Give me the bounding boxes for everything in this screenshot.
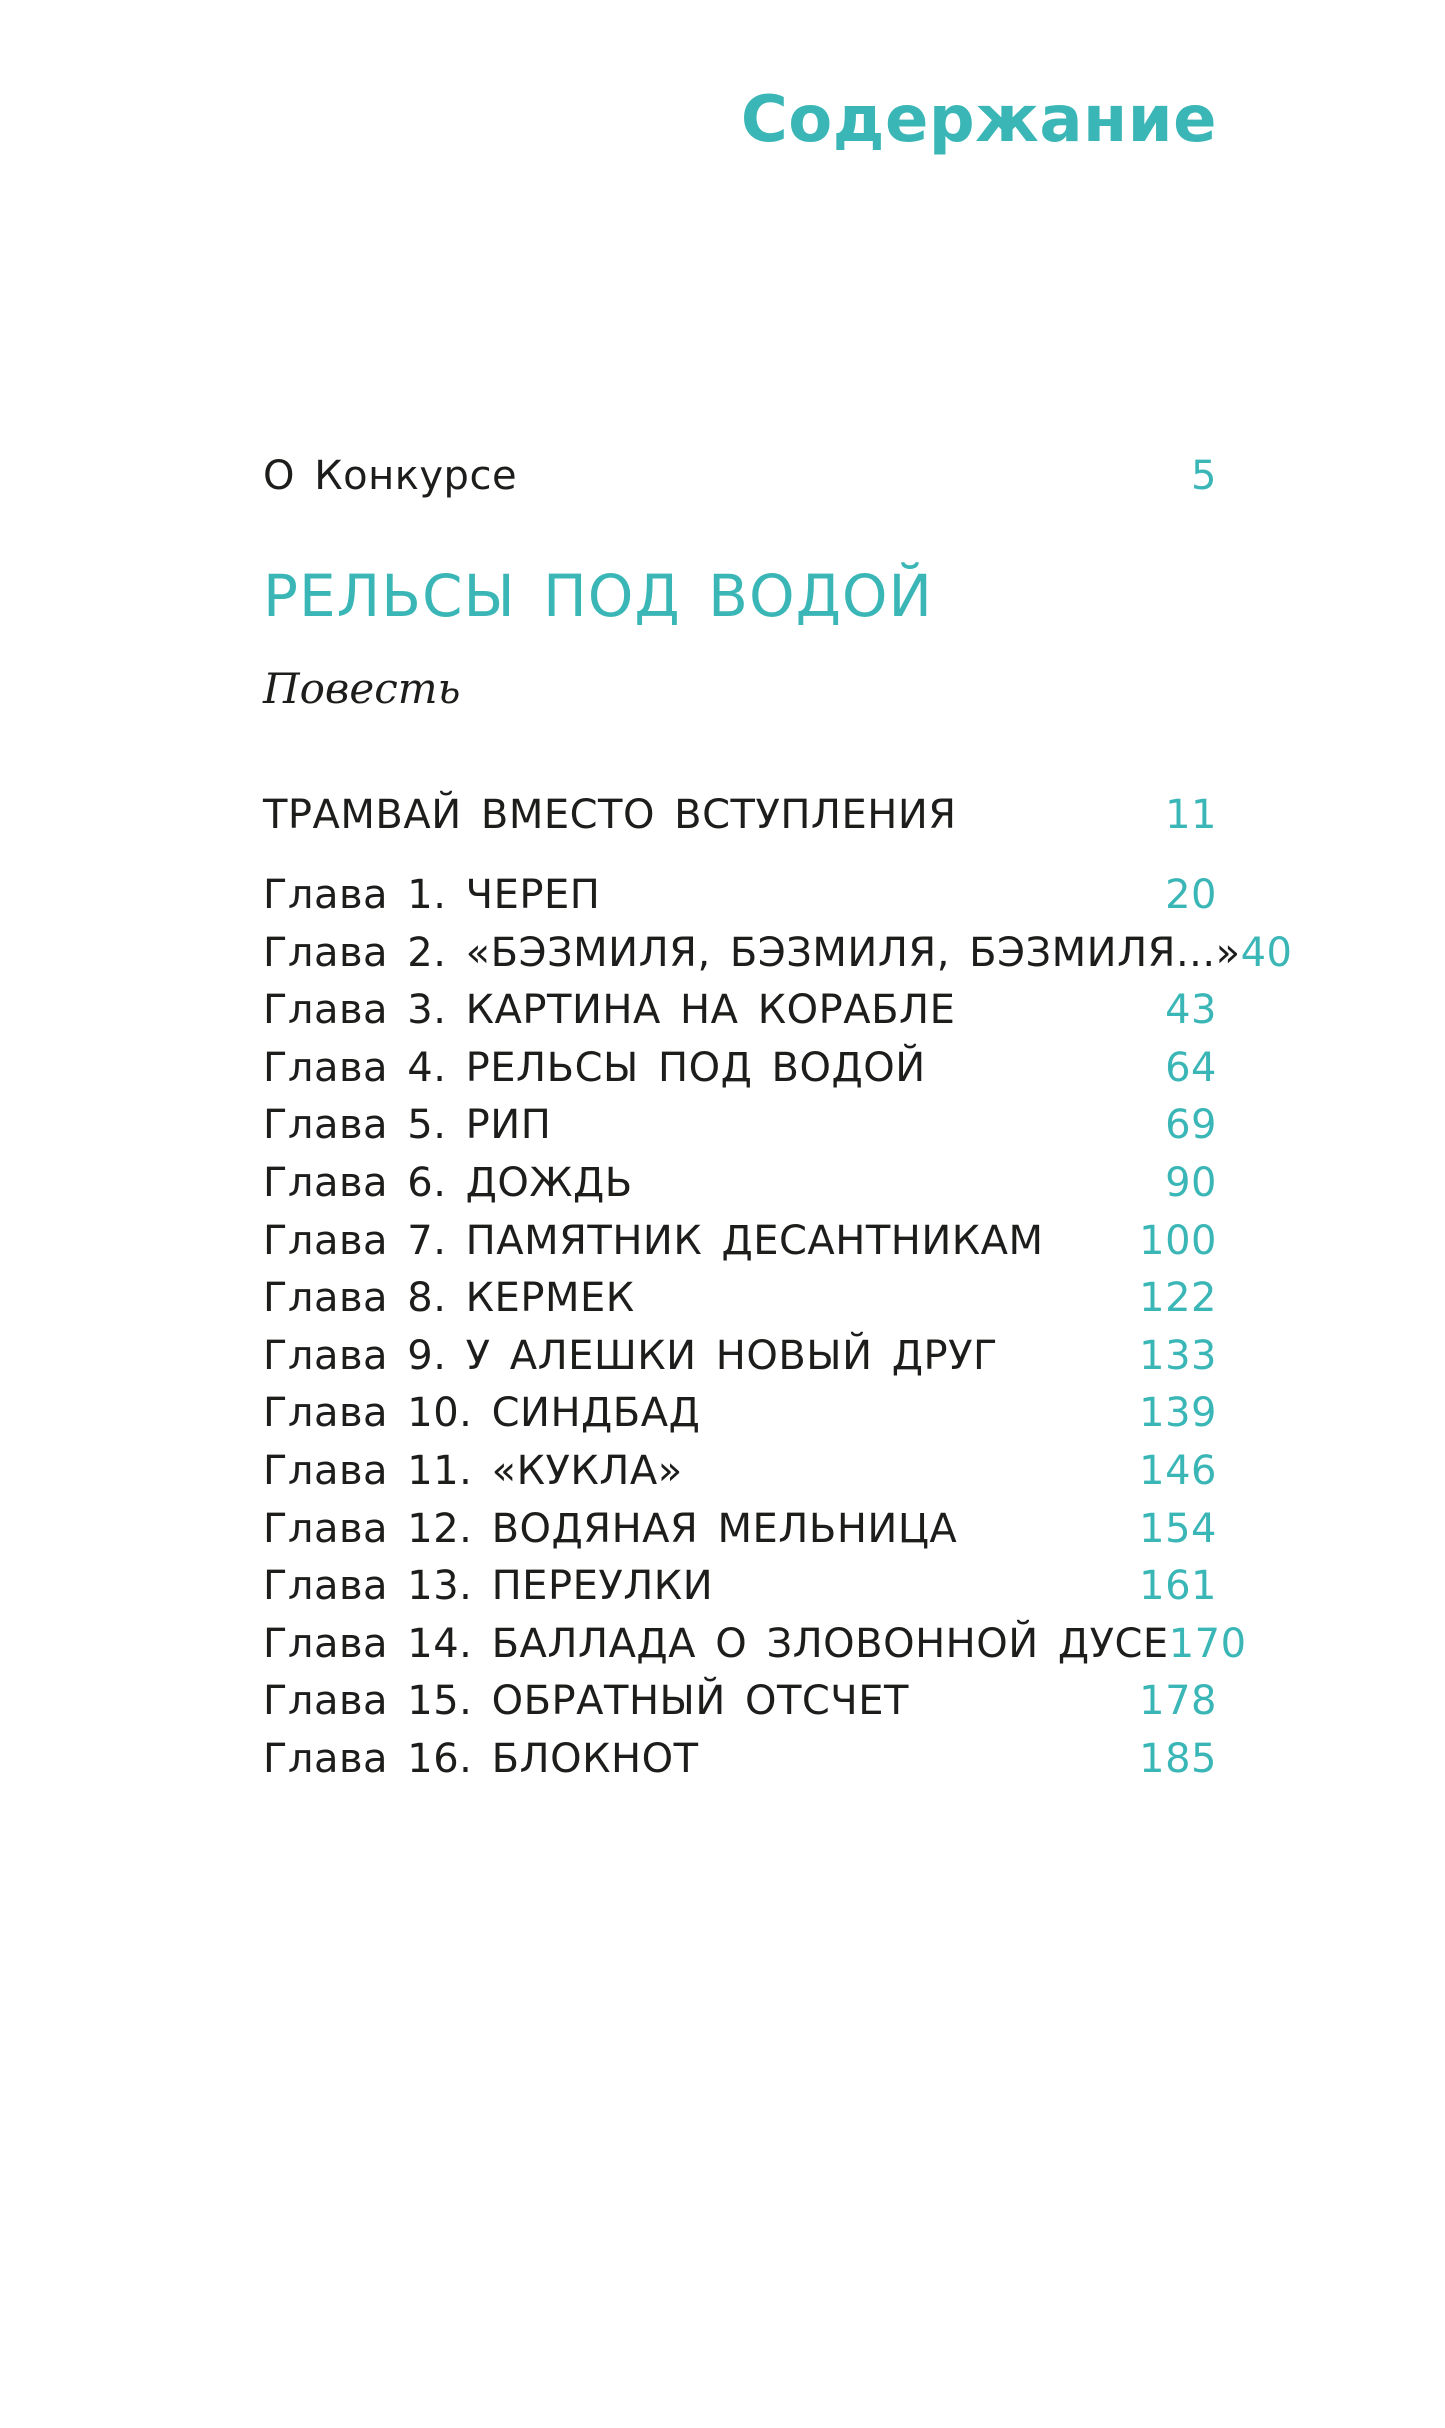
toc-entry-chapter[interactable] [263,1501,1217,1559]
toc-entry-chapter[interactable] [263,982,1217,1040]
toc-entry-page: 90 [1165,1159,1217,1206]
toc-entry-page: 5 [1191,453,1217,499]
toc-entry-page: 122 [1139,1275,1217,1322]
toc-entry-label: Глава 9. У АЛЕШКИ НОВЫЙ ДРУГ [263,1332,998,1379]
toc-entry-intro[interactable] [263,447,1217,505]
toc-entry-page: 20 [1165,872,1217,918]
toc-entry-chapter[interactable] [263,1213,1217,1271]
toc-entry-label: Глава 6. ДОЖДЬ [263,1159,633,1206]
toc-entry-page: 11 [1165,792,1217,838]
toc-entry-chapter[interactable] [263,1616,1247,1674]
toc-entry-label: Глава 15. ОБРАТНЫЙ ОТСЧЕТ [263,1678,909,1725]
toc-entry-chapter[interactable] [263,1731,1217,1789]
toc-entry-chapter[interactable] [263,1155,1217,1213]
toc-entry-label: Глава 1. ЧЕРЕП [263,872,601,918]
toc-entry-label: Глава 12. ВОДЯНАЯ МЕЛЬНИЦА [263,1505,958,1552]
toc-entry-page: 146 [1139,1447,1217,1494]
toc-entry-page: 133 [1139,1332,1217,1379]
toc-entry-chapter[interactable] [263,1097,1217,1155]
toc-entry-chapter[interactable] [263,1673,1217,1731]
toc-entry-chapter[interactable] [263,1558,1217,1616]
toc-entry-label: Глава 4. РЕЛЬСЫ ПОД ВОДОЙ [263,1044,926,1091]
toc-entry-page: 40 [1240,929,1293,976]
toc-entry-page: 185 [1139,1735,1217,1782]
toc-entry-page: 178 [1139,1678,1217,1725]
page-title: Содержание [740,83,1217,157]
toc-entry-chapter[interactable] [263,867,1217,925]
toc-entry-page: 43 [1165,987,1217,1034]
toc-entry-label: Глава 14. БАЛЛАДА О ЗЛОВОННОЙ ДУСЕ [263,1620,1169,1667]
toc-entry-label: Глава 3. КАРТИНА НА КОРАБЛЕ [263,987,956,1034]
toc-entry-page: 154 [1139,1505,1217,1552]
toc-entry-label: Глава 10. СИНДБАД [263,1390,701,1437]
toc-entry-label: О Конкурсе [263,453,518,499]
toc-entry-label: Глава 11. «КУКЛА» [263,1447,683,1494]
toc-entry-page: 64 [1165,1044,1217,1091]
toc-entry-chapter[interactable] [263,1385,1217,1443]
toc-entry-prologue[interactable] [263,786,1217,844]
toc-entry-page: 170 [1168,1620,1247,1667]
toc-entry-label: ТРАМВАЙ ВМЕСТО ВСТУПЛЕНИЯ [263,792,957,838]
toc-entry-page: 69 [1165,1102,1217,1149]
part-title: РЕЛЬСЫ ПОД ВОДОЙ [263,562,933,630]
toc-entry-label: Глава 13. ПЕРЕУЛКИ [263,1563,714,1610]
toc-entry-page: 161 [1139,1563,1217,1610]
chapter-list [263,867,1293,1789]
toc-entry-label: Глава 8. КЕРМЕК [263,1275,635,1322]
part-subtitle: Повесть [263,664,461,713]
toc-entry-page: 100 [1139,1217,1217,1264]
toc-entry-chapter[interactable] [263,1040,1217,1098]
toc-entry-page: 139 [1139,1390,1217,1437]
toc-entry-label: Глава 16. БЛОКНОТ [263,1735,699,1782]
toc-entry-chapter[interactable] [263,1328,1217,1386]
toc-entry-chapter[interactable] [263,1443,1217,1501]
toc-entry-chapter[interactable] [263,1270,1217,1328]
toc-entry-label: Глава 2. «БЭЗМИЛЯ, БЭЗМИЛЯ, БЭЗМИЛЯ...» [263,929,1241,976]
toc-entry-label: Глава 5. РИП [263,1102,552,1149]
toc-entry-label: Глава 7. ПАМЯТНИК ДЕСАНТНИКАМ [263,1217,1044,1264]
toc-entry-chapter[interactable] [263,925,1293,983]
